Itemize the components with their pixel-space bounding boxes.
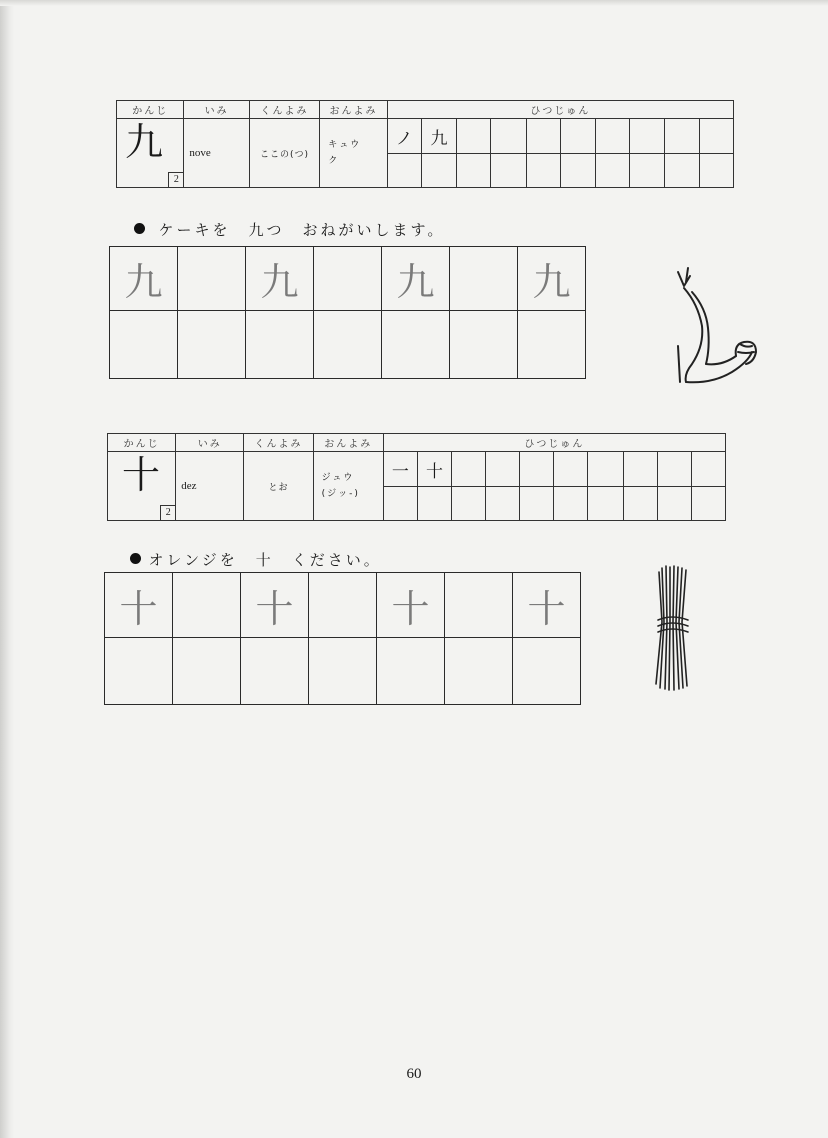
header-meaning: いみ — [176, 434, 244, 452]
stroke-order-blank[interactable] — [588, 487, 623, 521]
stroke-order-blank[interactable] — [691, 487, 725, 521]
kunyomi-text: とお — [244, 452, 313, 521]
practice-model-cell: 十 — [377, 573, 445, 638]
onyomi-line: ジュウ — [321, 473, 355, 483]
practice-cell[interactable] — [110, 311, 178, 379]
stroke-order-blank[interactable] — [595, 119, 629, 154]
kunyomi-text: ここの(つ) — [249, 119, 319, 188]
practice-cell[interactable] — [309, 638, 377, 705]
header-stroke-order: ひつじゅん — [383, 434, 725, 452]
onyomi-line: (ジッ-) — [321, 489, 360, 499]
practice-cell[interactable] — [314, 311, 382, 379]
stroke-order-blank[interactable] — [520, 452, 554, 487]
header-kunyomi: くんよみ — [244, 434, 313, 452]
stroke-order-blank[interactable] — [452, 487, 486, 521]
stroke-order-step: 十 — [417, 452, 451, 487]
bullet-icon — [130, 553, 141, 564]
stroke-order-blank[interactable] — [699, 154, 733, 188]
practice-cell[interactable] — [445, 573, 513, 638]
stroke-order-blank[interactable] — [691, 452, 725, 487]
header-kunyomi: くんよみ — [249, 101, 319, 119]
meaning-text: dez — [176, 452, 244, 521]
example-sentence — [118, 201, 445, 240]
practice-model-cell: 九 — [518, 247, 586, 311]
stroke-order-step: ノ — [387, 119, 421, 154]
stroke-order-blank[interactable] — [486, 452, 520, 487]
practice-cell[interactable] — [105, 638, 173, 705]
stroke-order-blank[interactable] — [486, 487, 520, 521]
practice-cell[interactable] — [518, 311, 586, 379]
bundled-sticks-icon — [652, 562, 696, 692]
practice-model-cell: 十 — [513, 573, 581, 638]
practice-cell[interactable] — [173, 573, 241, 638]
stroke-order-blank[interactable] — [457, 154, 491, 188]
sentence-text: オレンジを 十 ください。 — [148, 551, 382, 569]
stroke-order-blank[interactable] — [595, 154, 629, 188]
onyomi-cell — [313, 452, 383, 521]
stroke-order-blank[interactable] — [491, 154, 526, 188]
stroke-order-blank[interactable] — [630, 119, 665, 154]
stroke-count: 2 — [160, 505, 175, 520]
stroke-order-blank[interactable] — [520, 487, 554, 521]
kanji-character: 九 — [125, 120, 164, 164]
stroke-order-blank[interactable] — [665, 119, 699, 154]
header-meaning: いみ — [184, 101, 249, 119]
stroke-order-step: 一 — [383, 452, 417, 487]
page-binding-shadow — [0, 0, 14, 1138]
kanji-cell — [117, 119, 184, 188]
header-onyomi: おんよみ — [313, 434, 383, 452]
stroke-order-blank[interactable] — [623, 452, 657, 487]
stroke-order-blank[interactable] — [417, 487, 451, 521]
arm-elbow-icon — [662, 264, 766, 388]
stroke-order-blank[interactable] — [383, 487, 417, 521]
stroke-order-blank[interactable] — [387, 154, 421, 188]
header-kanji: かんじ — [108, 434, 176, 452]
meaning-text: nove — [184, 119, 249, 188]
stroke-order-blank[interactable] — [630, 154, 665, 188]
practice-model-cell: 九 — [110, 247, 178, 311]
kanji-character: 十 — [122, 453, 161, 497]
practice-cell[interactable] — [241, 638, 309, 705]
header-kanji: かんじ — [117, 101, 184, 119]
stroke-order-blank[interactable] — [554, 452, 588, 487]
example-sentence — [114, 531, 382, 570]
practice-cell[interactable] — [178, 247, 246, 311]
stroke-order-blank[interactable] — [588, 452, 623, 487]
practice-cell[interactable] — [173, 638, 241, 705]
practice-cell[interactable] — [314, 247, 382, 311]
stroke-order-blank[interactable] — [657, 487, 691, 521]
practice-cell[interactable] — [309, 573, 377, 638]
stroke-order-blank[interactable] — [491, 119, 526, 154]
practice-grid-ten — [104, 572, 581, 705]
practice-grid-nine — [109, 246, 586, 379]
practice-model-cell: 九 — [246, 247, 314, 311]
stroke-order-blank[interactable] — [623, 487, 657, 521]
practice-cell[interactable] — [377, 638, 445, 705]
practice-cell[interactable] — [445, 638, 513, 705]
stroke-order-blank[interactable] — [657, 452, 691, 487]
kanji-info-table-ten — [107, 433, 726, 521]
stroke-count: 2 — [168, 172, 183, 187]
stroke-order-blank[interactable] — [554, 487, 588, 521]
header-onyomi: おんよみ — [320, 101, 387, 119]
practice-cell[interactable] — [513, 638, 581, 705]
practice-model-cell: 十 — [105, 573, 173, 638]
onyomi-line: ク — [328, 156, 340, 166]
page-number: 60 — [406, 1066, 422, 1082]
kanji-info-table-nine — [116, 100, 734, 188]
kanji-cell — [108, 452, 176, 521]
stroke-order-blank[interactable] — [560, 154, 595, 188]
stroke-order-blank[interactable] — [452, 452, 486, 487]
header-stroke-order: ひつじゅん — [387, 101, 733, 119]
stroke-order-blank[interactable] — [699, 119, 733, 154]
onyomi-line: キュウ — [328, 140, 362, 150]
practice-cell[interactable] — [450, 311, 518, 379]
sentence-text: ケーキを 九つ おねがいします。 — [158, 221, 446, 239]
bullet-icon — [134, 223, 145, 234]
practice-cell[interactable] — [382, 311, 450, 379]
stroke-order-blank[interactable] — [526, 154, 560, 188]
practice-cell[interactable] — [178, 311, 246, 379]
practice-model-cell: 九 — [382, 247, 450, 311]
stroke-order-blank[interactable] — [560, 119, 595, 154]
stroke-order-blank[interactable] — [665, 154, 699, 188]
stroke-order-blank[interactable] — [457, 119, 491, 154]
practice-model-cell: 十 — [241, 573, 309, 638]
practice-cell[interactable] — [246, 311, 314, 379]
onyomi-cell — [320, 119, 387, 188]
page-top-shadow — [0, 0, 828, 6]
stroke-order-blank[interactable] — [421, 154, 456, 188]
stroke-order-step: 九 — [421, 119, 456, 154]
stroke-order-blank[interactable] — [526, 119, 560, 154]
practice-cell[interactable] — [450, 247, 518, 311]
